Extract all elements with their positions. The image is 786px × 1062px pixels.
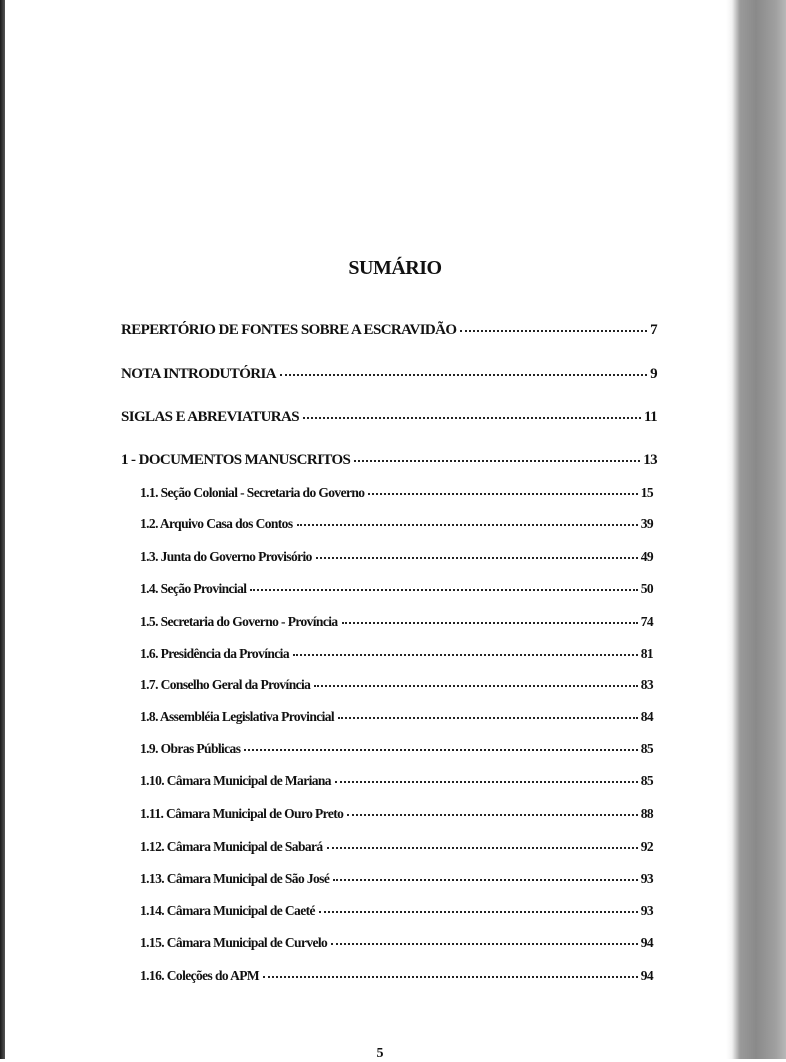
toc-entry: [140, 581, 653, 597]
dot-leader: [347, 812, 637, 816]
toc-entry-page: 94: [640, 935, 653, 950]
toc-entry-page: 13: [643, 452, 657, 468]
toc-entry: [140, 968, 653, 984]
dot-leader: [244, 747, 637, 751]
toc-entry-label: 1.14. Câmara Municipal de Caeté: [140, 903, 315, 918]
toc-entry-label: 1.16. Coleções do APM: [140, 968, 260, 983]
dot-leader: [342, 620, 638, 624]
toc-entry: [121, 452, 657, 469]
toc-entry: [121, 409, 657, 426]
toc-entry: [140, 935, 653, 951]
dot-leader: [335, 779, 638, 783]
toc-entry: [140, 773, 653, 789]
toc-entry-page: 88: [640, 806, 653, 821]
toc-entry-page: 15: [640, 485, 653, 500]
toc-entry-page: 93: [640, 903, 653, 918]
dot-leader: [297, 522, 638, 526]
toc-entry-label: 1.13. Câmara Municipal de São José: [140, 871, 330, 886]
toc-entry-label: NOTA INTRODUTÓRIA: [121, 366, 276, 382]
toc-entry: [140, 549, 653, 565]
toc-entry: [121, 366, 657, 383]
toc-entry-page: 50: [640, 581, 653, 596]
dot-leader: [293, 652, 638, 656]
toc-entry-label: 1.12. Câmara Municipal de Sabará: [140, 839, 323, 854]
toc-entry-label: 1.8. Assembléia Legislativa Provincial: [140, 709, 335, 724]
dot-leader: [338, 715, 638, 719]
toc-entry: [140, 741, 653, 757]
toc-entry: [140, 839, 653, 855]
toc-entry-page: 94: [640, 968, 653, 983]
page-number: 5: [376, 1046, 384, 1061]
dot-leader: [319, 909, 638, 913]
toc-entry-label: 1.2. Arquivo Casa dos Contos: [140, 516, 293, 531]
dot-leader: [331, 941, 637, 945]
toc-entry-label: 1.3. Junta do Governo Provisório: [140, 549, 312, 564]
toc-entry: [140, 709, 653, 725]
toc-entry-page: 85: [640, 741, 653, 756]
toc-entry: [140, 485, 653, 501]
toc-entry-label: REPERTÓRIO DE FONTES SOBRE A ESCRAVIDÃO: [121, 322, 457, 338]
toc-entry-label: 1.5. Secretaria do Governo - Província: [140, 614, 338, 629]
toc-entry-label: 1.4. Seção Provincial: [140, 581, 247, 596]
toc-entry: [140, 677, 653, 693]
dot-leader: [316, 555, 638, 559]
toc-entry-label: 1 - DOCUMENTOS MANUSCRITOS: [121, 452, 351, 468]
toc-entry-label: 1.9. Obras Públicas: [140, 741, 241, 756]
toc-entry-label: 1.11. Câmara Municipal de Ouro Preto: [140, 806, 344, 821]
toc-entry: [140, 646, 653, 662]
toc-entry-page: 81: [640, 646, 653, 661]
dot-leader: [354, 458, 640, 462]
toc-entry-page: 39: [640, 516, 653, 531]
dot-leader: [263, 974, 638, 978]
dot-leader: [368, 491, 637, 495]
toc-entry-label: SIGLAS E ABREVIATURAS: [121, 409, 300, 425]
dot-leader: [460, 328, 647, 332]
toc-entry-page: 84: [640, 709, 653, 724]
toc-entry-page: 93: [640, 871, 653, 886]
toc-entry: [140, 806, 653, 822]
toc-entry-page: 9: [650, 366, 657, 382]
toc-entry-page: 11: [644, 409, 657, 425]
toc-entry-page: 83: [640, 677, 653, 692]
toc-entry-label: 1.15. Câmara Municipal de Curvelo: [140, 935, 328, 950]
toc-entry-page: 92: [640, 839, 653, 854]
dot-leader: [333, 877, 637, 881]
toc-entry-label: 1.10. Câmara Municipal de Mariana: [140, 773, 331, 788]
toc-entry-label: 1.6. Presidência da Província: [140, 646, 289, 661]
toc-entry: [140, 516, 653, 532]
toc-entry-page: 7: [650, 322, 657, 338]
toc-entry: [121, 322, 657, 339]
dot-leader: [303, 415, 641, 419]
toc-entry-label: 1.1. Seção Colonial - Secretaria do Governo: [140, 485, 365, 500]
dot-leader: [250, 587, 637, 591]
dot-leader: [327, 845, 638, 849]
dot-leader: [314, 683, 637, 687]
toc-entry-page: 85: [640, 773, 653, 788]
page-title: SUMÁRIO: [348, 257, 442, 280]
toc-entry: [140, 903, 653, 919]
toc-entry-page: 49: [640, 549, 653, 564]
toc-entry-page: 74: [640, 614, 653, 629]
toc-entry: [140, 614, 653, 630]
dot-leader: [280, 372, 647, 376]
toc-entry: [140, 871, 653, 887]
toc-entry-label: 1.7. Conselho Geral da Província: [140, 677, 311, 692]
